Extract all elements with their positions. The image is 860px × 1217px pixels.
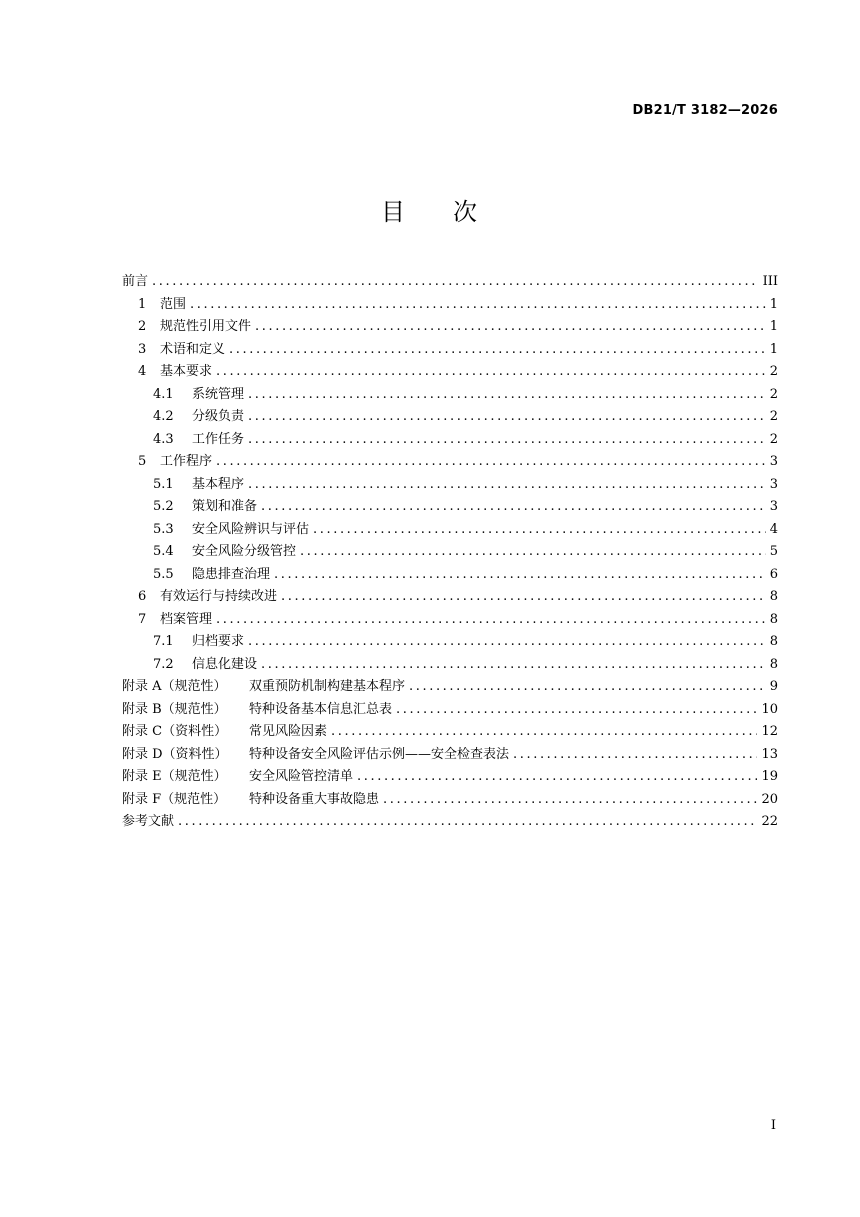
toc-dot-leader [396,702,757,717]
toc-entry-title: 分级负责 [192,409,245,424]
toc-dot-leader [383,792,757,807]
toc-entry-title: 工作程序 [160,454,213,469]
toc-entry-number: 附录 F（规范性） [122,791,227,807]
toc-entry[interactable] [122,293,778,316]
document-code: DB21/T 3182—2026 [632,103,778,118]
toc-entry[interactable] [122,540,778,563]
toc-entry-page: 8 [769,634,778,649]
toc-entry-page: 12 [761,724,778,739]
toc-dot-leader [229,342,766,357]
toc-entry-page: 19 [761,769,778,784]
toc-entry-number: 1 [138,296,147,312]
toc-entry-title: 有效运行与持续改进 [160,589,278,604]
toc-dot-leader [255,319,766,334]
toc-entry-title: 特种设备重大事故隐患 [249,791,380,807]
toc-entry-page: 2 [769,431,778,447]
toc-dot-leader [248,477,766,492]
toc-dot-leader [216,364,766,379]
table-of-contents [122,270,778,833]
toc-entry-title: 术语和定义 [160,341,226,357]
toc-dot-leader [248,432,766,447]
toc-dot-leader [513,747,757,762]
toc-entry-page: 13 [761,746,778,762]
toc-entry-number: 2 [138,319,147,334]
toc-entry-title: 双重预防机制构建基本程序 [249,679,406,694]
toc-entry-number: 6 [138,589,147,604]
toc-dot-leader [152,274,759,289]
toc-dot-leader [261,657,766,672]
toc-entry[interactable] [122,360,778,383]
toc-entry-page: 4 [769,521,778,537]
toc-entry-title: 信息化建设 [192,656,258,672]
toc-entry-title: 隐患排查治理 [192,566,271,582]
toc-entry[interactable] [122,383,778,406]
toc-dot-leader [216,612,766,627]
toc-entry[interactable] [122,608,778,631]
toc-dot-leader [300,544,766,559]
toc-entry-title: 规范性引用文件 [160,319,252,334]
toc-entry[interactable] [122,270,778,293]
toc-dot-leader [281,589,766,604]
toc-entry-number: 附录 B（规范性） [122,701,227,717]
toc-entry-page: 6 [769,566,778,582]
toc-entry[interactable] [122,765,778,788]
toc-dot-leader [331,724,757,739]
toc-entry-number: 7 [138,611,147,627]
toc-dot-leader [274,567,766,582]
toc-entry-number: 5.3 [153,521,174,537]
toc-entry[interactable] [122,338,778,361]
toc-entry-title: 前言 [122,274,149,289]
toc-dot-leader [248,409,766,424]
toc-entry[interactable] [122,428,778,451]
toc-entry-number: 5.5 [153,566,174,582]
toc-entry-number: 附录 D（资料性） [122,746,228,762]
toc-entry-title: 基本要求 [160,364,213,379]
toc-entry[interactable] [122,788,778,811]
toc-title-left: 目 [381,198,407,226]
toc-entry[interactable] [122,675,778,698]
toc-dot-leader [216,454,766,469]
toc-entry-page: 8 [769,589,778,604]
toc-entry-page: 2 [769,364,778,379]
toc-dot-leader [409,679,766,694]
toc-entry[interactable] [122,518,778,541]
toc-entry[interactable] [122,495,778,518]
toc-entry-title: 策划和准备 [192,499,258,514]
toc-entry-page: 2 [769,409,778,424]
toc-entry-page: 8 [769,611,778,627]
toc-entry-page: 3 [769,499,778,514]
toc-entry-number: 4.2 [153,409,174,424]
toc-entry[interactable] [122,743,778,766]
toc-entry-number: 附录 A（规范性） [122,679,227,694]
toc-entry-number: 5.1 [153,476,174,492]
toc-entry-page: 10 [761,701,778,717]
toc-entry-number: 5 [138,454,147,469]
toc-entry-number: 附录 E（规范性） [122,769,227,784]
toc-entry[interactable] [122,653,778,676]
toc-entry-page: 22 [761,814,778,829]
toc-entry[interactable] [122,720,778,743]
toc-entry-page: 8 [769,656,778,672]
toc-dot-leader [261,499,766,514]
toc-entry[interactable] [122,315,778,338]
toc-dot-leader [248,634,766,649]
toc-entry[interactable] [122,810,778,833]
toc-entry[interactable] [122,450,778,473]
toc-entry-number: 7.2 [153,656,174,672]
toc-entry-number: 5.2 [153,499,174,514]
toc-title-right: 次 [453,198,479,226]
toc-dot-leader [178,814,757,829]
toc-entry[interactable] [122,473,778,496]
toc-dot-leader [248,387,766,402]
toc-entry-title: 范围 [160,296,187,312]
toc-entry-title: 特种设备安全风险评估示例——安全检查表法 [249,746,510,762]
toc-entry-title: 归档要求 [192,634,245,649]
toc-entry[interactable] [122,563,778,586]
toc-entry-number: 7.1 [153,634,174,649]
toc-entry-title: 工作任务 [192,431,245,447]
toc-entry-title: 安全风险管控清单 [249,769,354,784]
toc-title [0,192,860,227]
toc-entry-page: III [762,274,778,289]
toc-entry-number: 4.1 [153,386,174,402]
toc-entry-title: 系统管理 [192,386,245,402]
toc-entry-title: 档案管理 [160,611,213,627]
toc-dot-leader [357,769,757,784]
toc-dot-leader [190,297,766,312]
toc-entry-page: 1 [769,319,778,334]
toc-entry-title: 安全风险辨识与评估 [192,521,310,537]
toc-entry-title: 特种设备基本信息汇总表 [249,701,393,717]
page-number: I [770,1118,776,1133]
toc-entry-number: 附录 C（资料性） [122,724,228,739]
toc-entry-page: 5 [769,544,778,559]
toc-entry[interactable] [122,630,778,653]
toc-entry-title: 常见风险因素 [249,724,328,739]
toc-entry-title: 参考文献 [122,814,175,829]
toc-entry-page: 1 [769,341,778,357]
toc-entry-page: 3 [769,454,778,469]
toc-entry-number: 3 [138,341,147,357]
toc-entry-title: 安全风险分级管控 [192,544,297,559]
toc-entry-number: 4.3 [153,431,174,447]
toc-entry[interactable] [122,698,778,721]
toc-entry[interactable] [122,405,778,428]
toc-entry-page: 2 [769,386,778,402]
toc-dot-leader [313,522,766,537]
toc-entry-number: 4 [138,364,147,379]
toc-entry-page: 9 [769,679,778,694]
toc-entry-title: 基本程序 [192,476,245,492]
toc-entry-number: 5.4 [153,544,174,559]
toc-entry-page: 1 [769,296,778,312]
toc-entry-page: 20 [761,791,778,807]
toc-entry-page: 3 [769,476,778,492]
toc-entry[interactable] [122,585,778,608]
